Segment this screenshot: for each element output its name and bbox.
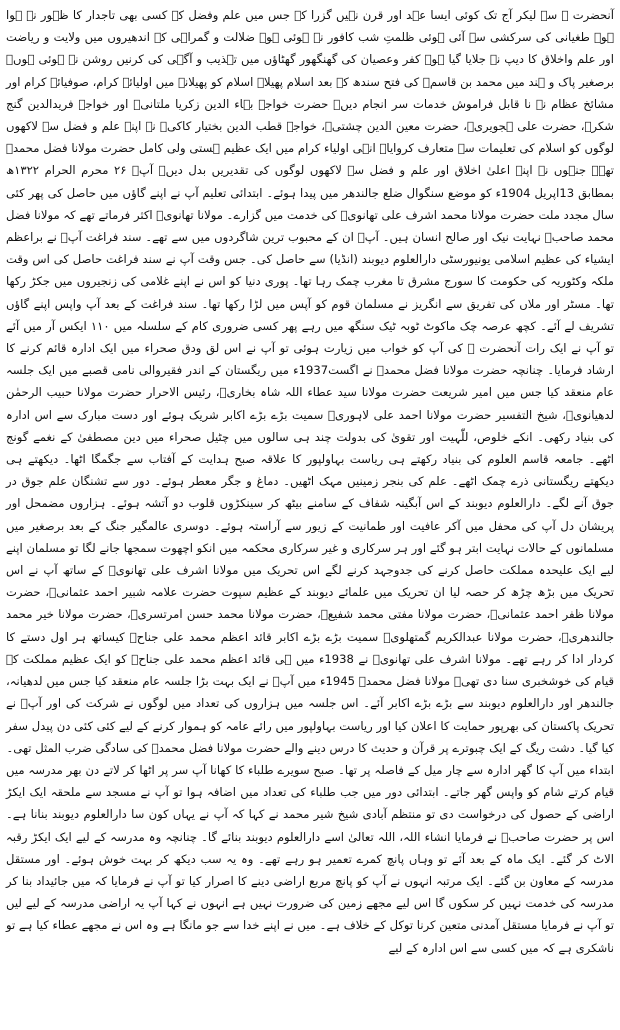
article-paragraph-2: ابتداء میں آپ کا گھر ادارہ سے چار میل کے فاصلہ پر تھا۔ صبح سویرے طلباء کا کھانا آپ سر پر اٹھا کر لاتے دن بھر مدرسہ میں قیام کرتے شام کو واپس گھر جاتے۔ ابتدائی دور میں جب طلباء کی تعداد میں اضافہ ہوا تو آپ نے مسجد سے ملحقہ ایک ایکڑ اراضی کے حصول کی درخواست دی تو منتظم آبادی شیخ شیر محمد نے کہا کہ آپ نے یہاں کون سا دارالعلوم دیوبند بنانا ہے۔ اس پر حضرت صاحبؒ نے فرمایا انشاء اللہ، اللہ تعالیٰ اسے دارالعلوم دیوبند بنائے گا۔ چنانچہ وہ مدرسہ کے لیے ایک ایکڑ رقبہ الاٹ کر گئے۔ ایک ماہ کے بعد آئے تو وہاں پانچ کمرے تعمیر ہو رہے تھے۔ وہ یہ سب دیکھ کر بہت خوش ہوئے۔ اور مستقل مدرسہ کے معاون بن گئے۔ ایک مرتبہ انہوں نے آپ کو پانچ مربع اراضی دینے کا اصرار کیا تو آپ نے فرمایا کہ میں جائیداد بنا کر مدرسہ کی خدمت نہیں کر سکوں گا اس لیے مجھے زمین کی ضرورت نہیں ہے انہوں نے کہا آپ یہ اراضی مدرسہ کے لیے لیں تو آپ نے فرمایا مستقل آمدنی متعین کرنا توکل کے خلاف ہے۔ میں نے اپنے خدا سے جو مانگا ہے وہ اس نے مجھے عطاء کیا ہے تو ناشکری ہے کہ میں کسی سے اس ادارہ کے لیے: [6, 762, 614, 955]
article-paragraph-1: آنحضرت ﷺ سے لیکر آج تک کوئی ایسا عہد اور قرن نہیں گزرا کہ جس میں علم وفضل کے کسی بھی تاجدار کا ظہور نہ ہوا ہو۔ طغیانی کی سرکشی سے آئی ہوئی ظلمتِ شب کافور نہ ہوئی ہو۔ ضلالت و گمراہی کے اندھیروں میں ولایت و ریاضت اور علم واخلاق کا دیپ نہ جلایا گیا ہو۔ کفر وعصیان کی گھنگھور گھٹاؤں میں تہذیب و آگہی کی کرنیں روشن نہ ہوئی ہوں۔ برصغیر پاک و ہند میں محمد بن قاسمؒ کی فتح سندھ کے بعد اسلام پھیلا۔ اسلام کو پھیلانے میں اولیائے کرام، صوفیائے کرام اور مشائخ عظام نے نا قابل فراموش خدمات سر انجام دیں۔ حضرت خواجہ بہاء الدین زکریا ملتانیؒ اور خواجہ فریدالدین گنج شکرؒ، حضرت علی ہجویریؒ، حضرت معین الدین چشتیؒ، خواجہ قطب الدین بختیار کاکیؒ نے اپنے علم و فضل سے لاکھوں لوگوں کو اسلام کی تعلیمات سے متعارف کروایا۔ انہی اولیاء کرام میں ایک عظیم ہستی ولی کامل حضرت مولانا فضل محمدؒ تھے۔ جنہوں نے اپنے اعلیٰ اخلاق اور علم و فضل سے لاکھوں لوگوں کی تقدیریں بدل دیں۔ آپؒ ۲۶ محرم الحرام ۱۳۲۲ھ بمطابق 13اپریل 1904ء کو موضع سنگوال ضلع جالندھر میں پیدا ہوئے۔ ابتدائی تعلیم آپ نے اپنے گاؤں میں حاصل کی پھر کئی سال مجدد ملت حضرت مولانا محمد اشرف علی تھانویؒ کی خدمت میں گزارے۔ مولانا تھانویؒ اکثر فرماتے تھے کہ مولانا فضل محمد صاحبؒ نہایت نیک اور صالح انسان ہیں۔ آپؒ ان کے محبوب ترین شاگردوں میں سے تھے۔ سند فراغت آپؒ نے براعظم ایشیاء کی عظیم اسلامی یونیورسٹی دارالعلوم دیوبند (انڈیا) سے حاصل کی۔ جس وقت آپ نے سند فراغت حاصل کی اس وقت ملکہ وکٹوریہ کی حکومت کا سورج مشرق تا مغرب چمک رہا تھا۔ پوری دنیا کو اس نے اپنے غلامی کی زنجیروں میں جکڑ رکھا تھا۔ مسٹر اور ملاں کی تفریق سے انگریز نے مسلمان قوم کو آپس میں لڑا رکھا تھا۔ سند فراغت کے بعد آپ واپس اپنے گاؤں تشریف لے آئے۔ کچھ عرصہ چک ماکوٹ ٹوبہ ٹیک سنگھ میں رہے پھر کسی ضروری کام کے سلسلہ میں ۱۱۰ ایکس آر میں آئے تو آپ نے ایک رات آنحضرت ﷺ کی آپ کو خواب میں زیارت ہوئی تو آپ نے اس لق ودق صحراء میں ایک ادارہ قائم کرنے کا ارشاد فرمایا۔ چنانچہ حضرت مولانا فضل محمدؒ نے اگست1937ء میں ریگستان کے اندر فقیروالی نامی قصبے میں ایک جلسہ عام منعقد کیا جس میں امیر شریعت حضرت مولانا سید عطاء اللہ شاہ بخاریؒ، رئیس الاحرار حضرت مولانا حبیب الرحمٰن لدھیانویؒ، شیخ التفسیر حضرت مولانا احمد علی لاہوریؒ سمیت بڑے بڑے اکابر شریک ہوئے اور دست مبارک سے اس ادارہ کی بنیاد رکھی۔ انکے خلوص، للّٰہیت اور تقویٰ کی بدولت چند ہی سالوں میں چٹیل صحراء میں دین مصطفیٰ کے نغمے گونج اٹھے۔ جامعہ قاسم العلوم کی بنیاد رکھتے ہی ریاست بہاولپور کا علاقہ صبح ہدایت کے آفتاب سے جگمگا اٹھا۔ دیکھتے ہی دیکھتے ریگستانی ذرے چمک اٹھے۔ علم کی بنجر زمینیں مہک اٹھیں۔ دماغ و جگر معطر ہوئے۔ دور سے تشنگان علم جوق در جوق آنے لگے۔ دارالعلوم دیوبند کے اس آبگینہ شفاف کے سامنے بیٹھ کر سینکڑوں قلوب دو آتشہ ہوئے۔ ہزاروں مضمحل اور پریشان دل آپ کی محفل میں آکر عافیت اور طمانیت کے زیور سے آراستہ ہوئے۔ دوسری عالمگیر جنگ کے بعد برصغیر میں مسلمانوں کے حالات نہایت ابتر ہو گئے اور ہر سرکاری و غیر سرکاری محکمہ میں انکو اچھوت سمجھا جانے لگا تو مسلمان اپنے لیے ایک علیحدہ مملکت حاصل کرنے کی جدوجہد کرنے لگے اس تحریک میں مولانا اشرف علی تھانویؒ کے ساتھ آپ نے اس تحریک میں بڑھ چڑھ کر حصہ لیا ان تحریک میں علمائے دیوبند کے عظیم سپوت حضرت علامہ شبیر احمد عثمانیؒ، حضرت مولانا ظفر احمد عثمانیؒ، حضرت مولانا مفتی محمد شفیعؒ، حضرت مولانا محمد حسن امرتسریؒ، حضرت مولانا خیر محمد جالندھریؒ، حضرت مولانا عبدالکریم گمتھلویؒ سمیت بڑے بڑے اکابر قائد اعظم محمد علی جناحؒ کیساتھ ہر اول دستے کا کردار ادا کر رہے تھے۔ مولانا اشرف علی تھانویؒ نے 1938ء میں ہی قائد اعظم محمد علی جناحؒ کو ایک عظیم مملکت کے قیام کی خوشخبری سنا دی تھی۔ مولانا فضل محمدؒ 1945ء میں آپؒ نے ایک بہت بڑا جلسہ عام منعقد کیا جس میں لدھیانہ، جالندھر اور دارالعلوم دیوبند سے بڑے بڑے اکابر آئے۔ اس جلسہ میں ہزاروں کی تعداد میں لوگوں نے شرکت کی اور آپؒ نے تحریک پاکستان کی بھرپور حمایت کا اعلان کیا اور ریاست بہاولپور میں رائے عامہ کو ہموار کرنے کے لیے کئی کئی دن پیدل سفر کیا گیا۔ دشت ریگ کے ایک چبوترے پر قرآن و حدیث کا درس دینے والے حضرت مولانا فضل محمدؒ کی سادگی ضرب المثل تھی۔: [6, 8, 615, 755]
